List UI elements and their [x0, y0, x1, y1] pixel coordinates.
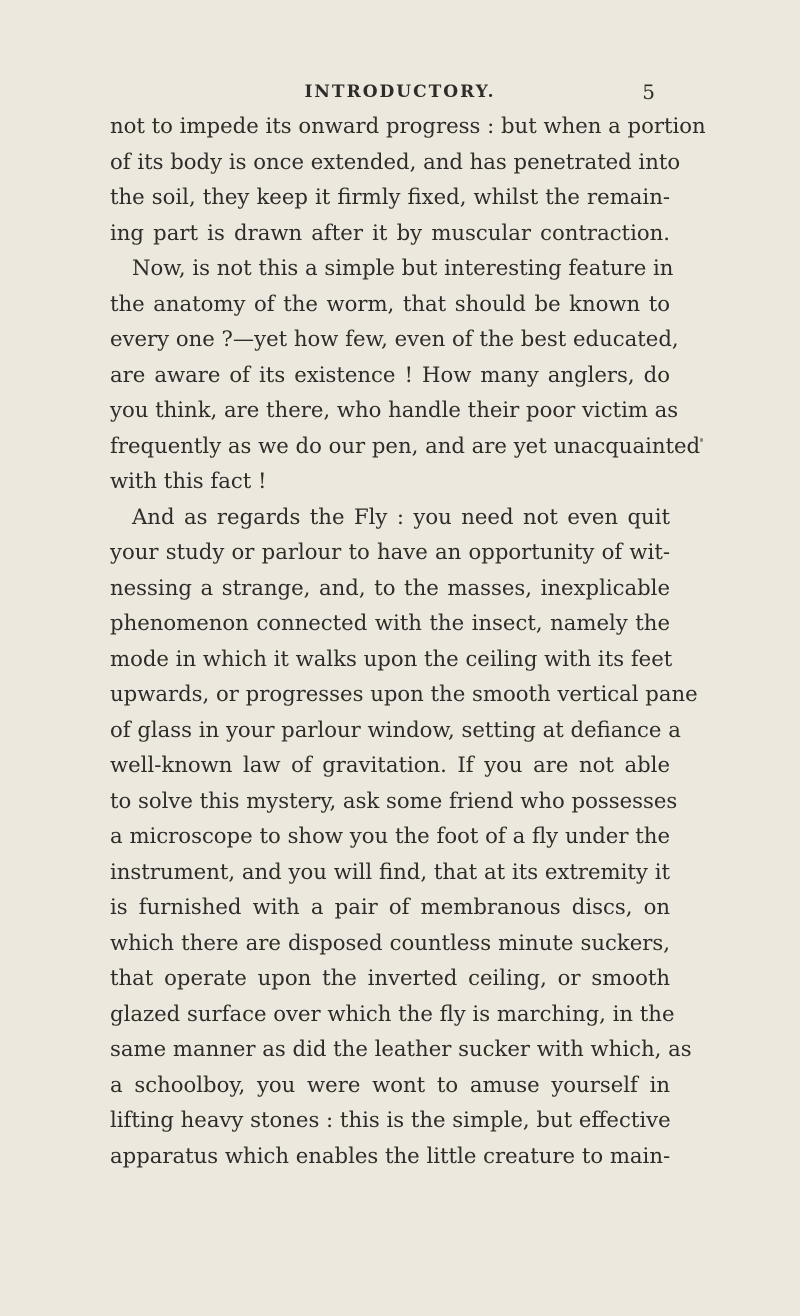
text-line: you think, are there, who handle their poor victim as [110, 397, 679, 422]
text-line: are aware of its existence ! How many anglers, do [110, 361, 670, 387]
text-line: not to impede its onward progress : but when a portion [110, 113, 706, 138]
text-line: ing part is drawn after it by muscular contraction. [110, 219, 670, 245]
text-line: And as regards the Fly : you need not even quit [132, 503, 670, 529]
text-line: apparatus which enables the little creature to main- [110, 1142, 671, 1168]
page-number: 5 [642, 80, 655, 104]
text-line: of glass in your parlour window, setting at defiance a [110, 716, 681, 742]
text-line: is furnished with a pair of membranous discs, on [110, 894, 670, 919]
text-line: lifting heavy stones : this is the simple, but effective [110, 1107, 671, 1132]
paper-speck [700, 438, 703, 442]
text-line: frequently as we do our pen, and are yet unacquainted [110, 432, 701, 458]
text-line: instrument, and you will find, that at its extremity it [110, 858, 670, 884]
text-line: to solve this mystery, ask some friend who possesses [110, 787, 678, 813]
text-line: of its body is once extended, and has penetrated into [110, 148, 681, 174]
text-line: that operate upon the inverted ceiling, or smooth [110, 965, 670, 990]
text-line: mode in which it walks upon the ceiling with its feet [110, 645, 673, 671]
text-line: same manner as did the leather sucker with which, as [110, 1036, 692, 1061]
text-line: phenomenon connected with the insect, namely the [110, 610, 670, 635]
text-line: with this fact ! [110, 468, 267, 493]
text-line: nessing a strange, and, to the masses, inexplicable [110, 574, 670, 600]
text-line: glazed surface over which the fly is marching, in the [110, 1000, 675, 1026]
text-line: every one ?—yet how few, even of the best educated, [110, 326, 679, 351]
text-line: your study or parlour to have an opportunity of wit- [110, 539, 670, 564]
text-line: a microscope to show you the foot of a fly under the [110, 823, 670, 848]
text-line: Now, is not this a simple but interesting feature in [132, 255, 674, 280]
running-title: INTRODUCTORY. [304, 82, 496, 102]
text-line: a schoolboy, you were wont to amuse yourself in [110, 1071, 670, 1097]
text-line: the anatomy of the worm, that should be known to [110, 290, 670, 316]
text-line: well-known law of gravitation. If you are not able [110, 752, 670, 777]
body-text [110, 108, 706, 1173]
text-line: upwards, or progresses upon the smooth vertical pane [110, 681, 698, 706]
text-line: the soil, they keep it firmly fixed, whilst the remain- [110, 184, 670, 209]
text-line: which there are disposed countless minute suckers, [110, 929, 670, 955]
